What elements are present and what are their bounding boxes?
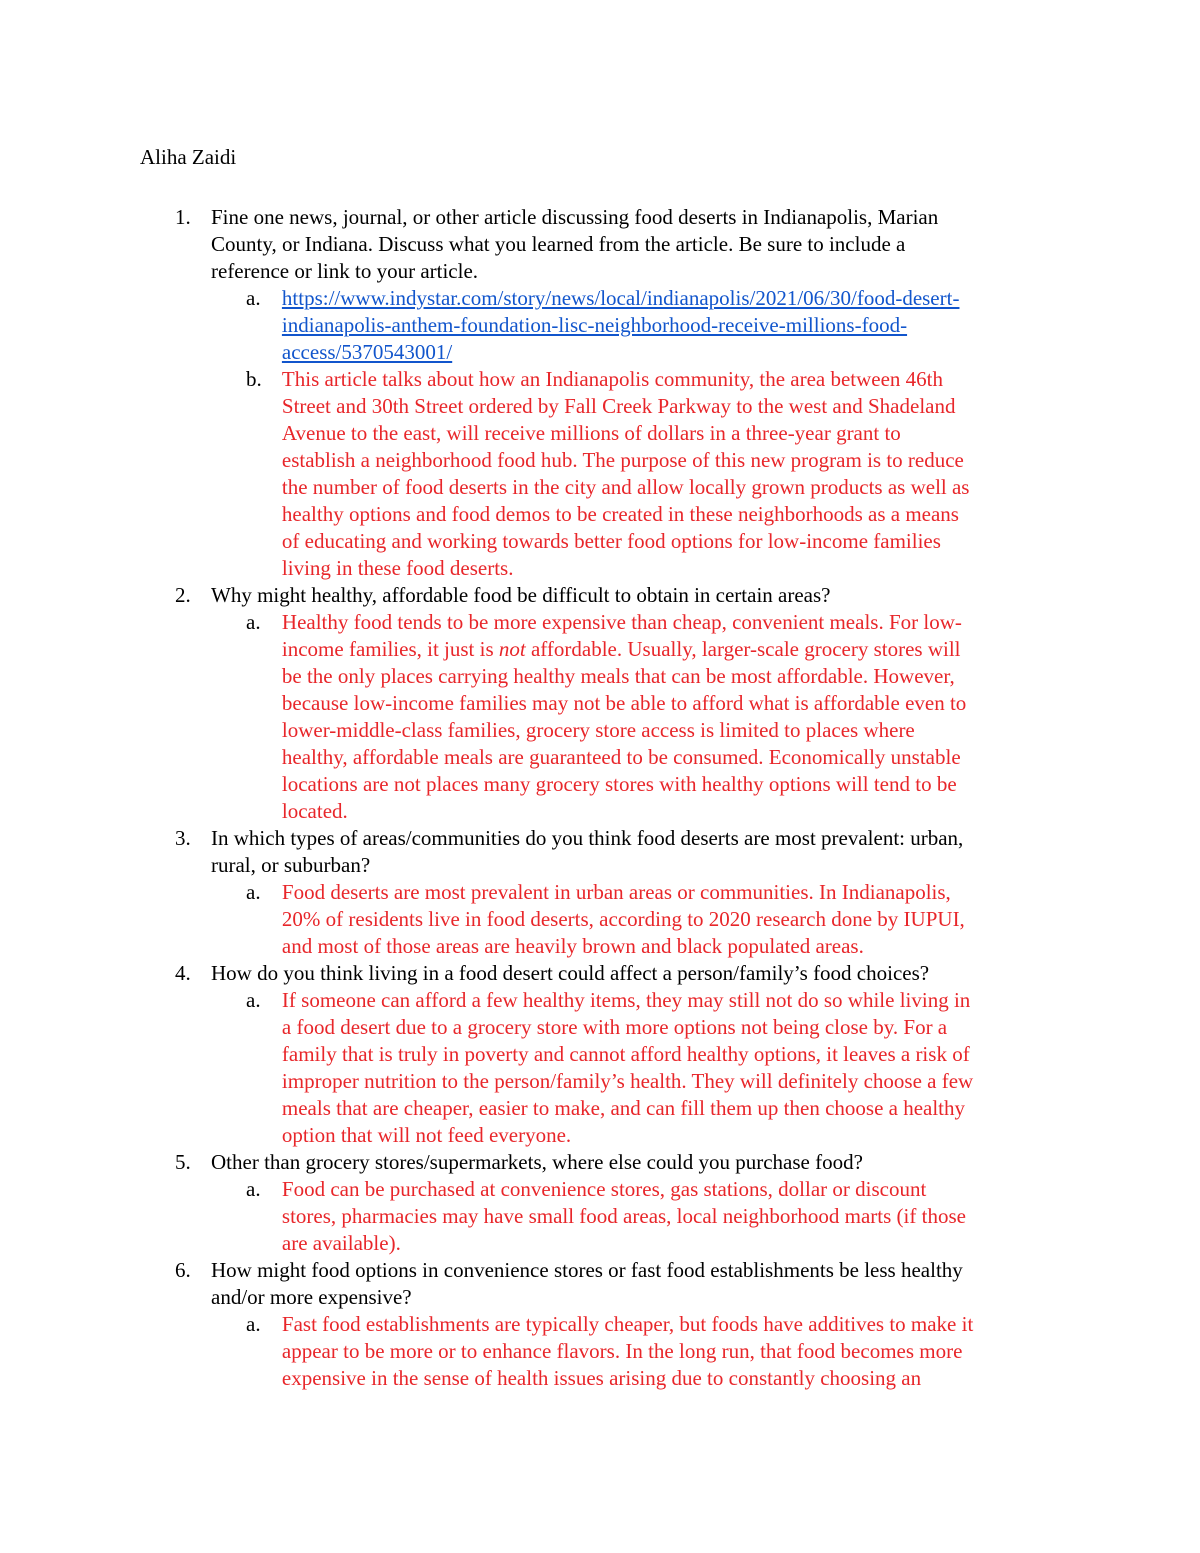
answer-text-line: improper nutrition to the person/family’s health. They will definitely choose a few xyxy=(281,1069,974,1093)
question-text-line: reference or link to your article. xyxy=(211,259,479,283)
answer-item xyxy=(140,987,1070,1149)
answer-text-line: income families, it just is not affordable. Usually, larger-scale grocery stores will xyxy=(281,637,961,661)
answer-text-line: Food can be purchased at convenience stores, gas stations, dollar or discount xyxy=(281,1177,927,1201)
answer-text xyxy=(282,366,1070,582)
answer-text-line: lower-middle-class families, grocery store access is limited to places where xyxy=(281,718,915,742)
question-text xyxy=(211,1149,1066,1176)
question-text-line: Other than grocery stores/supermarkets, where else could you purchase food? xyxy=(211,1150,863,1174)
question-text-line: Fine one news, journal, or other article discussing food deserts in Indianapolis, Marian xyxy=(211,205,939,229)
answer-letter: a. xyxy=(246,1177,261,1201)
answer-item xyxy=(140,609,1070,825)
answer-text-line: appear to be more or to enhance flavors. In the long run, that food becomes more xyxy=(281,1339,963,1363)
question-text-line: How do you think living in a food desert could affect a person/family’s food choices? xyxy=(211,961,930,985)
question-text-line: County, or Indiana. Discuss what you learned from the article. Be sure to include a xyxy=(211,232,906,256)
answer-text-line: Avenue to the east, will receive millions of dollars in a three-year grant to xyxy=(281,421,901,445)
answer-text-line: Food deserts are most prevalent in urban areas or communities. In Indianapolis, xyxy=(281,880,951,904)
question-text-line: rural, or suburban? xyxy=(211,853,371,877)
question-text-line: Why might healthy, affordable food be difficult to obtain in certain areas? xyxy=(211,583,831,607)
answer-text-line: a food desert due to a grocery store with more options not being close by. For a xyxy=(281,1015,948,1039)
answer-item xyxy=(140,1311,1070,1392)
question-text xyxy=(211,960,1066,987)
question-number xyxy=(140,1257,211,1311)
answer-text-line: and most of those areas are heavily brown and black populated areas. xyxy=(281,934,864,958)
answer-letter: a. xyxy=(246,880,261,904)
article-link-line[interactable]: indianapolis-anthem-foundation-lisc-neighborhood-receive-millions-food- xyxy=(281,313,908,337)
answer-text-line: family that is truly in poverty and cannot afford healthy options, it leaves a risk of xyxy=(281,1042,970,1066)
answer-text-line: the number of food deserts in the city and allow locally grown products as well as xyxy=(281,475,970,499)
answer-item xyxy=(140,366,1070,582)
question-text-line: How might food options in convenience stores or fast food establishments be less healthy xyxy=(211,1258,963,1282)
question-text xyxy=(211,582,1066,609)
answer-text-line: Healthy food tends to be more expensive than cheap, convenient meals. For low- xyxy=(281,610,962,634)
answer-text-line: healthy options and food demos to be created in these neighborhoods as a means xyxy=(281,502,959,526)
answer-text-line: located. xyxy=(281,799,348,823)
question-item xyxy=(140,204,1070,285)
answer-text-line: meals that are cheaper, easier to make, and can fill them up then choose a healthy xyxy=(281,1096,966,1120)
answer-text-line: option that will not feed everyone. xyxy=(281,1123,572,1147)
answer-item xyxy=(140,1176,1070,1257)
answer-text-line: This article talks about how an Indianapolis community, the area between 46th xyxy=(281,367,944,391)
article-link-line[interactable]: https://www.indystar.com/story/news/local/indianapolis/2021/06/30/food-desert- xyxy=(281,286,960,310)
answer-item xyxy=(140,879,1070,960)
answer-text xyxy=(282,609,1070,825)
question-number-label: 2. xyxy=(175,583,191,607)
answer-letter: a. xyxy=(246,610,261,634)
question-number xyxy=(140,1149,211,1176)
answer-text xyxy=(282,1176,1070,1257)
answer-text-line: because low-income families may not be able to afford what is affordable even to xyxy=(281,691,967,715)
answer-text-line: establish a neighborhood food hub. The purpose of this new program is to reduce xyxy=(281,448,964,472)
question-text xyxy=(211,825,1066,879)
answer-text xyxy=(282,987,1070,1149)
article-link[interactable] xyxy=(282,285,1070,366)
question-text xyxy=(211,1257,1066,1311)
answer-letter: a. xyxy=(246,1312,261,1336)
article-link-line[interactable]: access/5370543001/ xyxy=(281,340,453,364)
answer-text-line: be the only places carrying healthy meals that can be most affordable. However, xyxy=(281,664,955,688)
answer-text-line: stores, pharmacies may have small food areas, local neighborhood marts (if those xyxy=(281,1204,966,1228)
question-number-label: 1. xyxy=(175,205,191,229)
question-number-label: 3. xyxy=(175,826,191,850)
answer-text-line: locations are not places many grocery stores with healthy options will tend to be xyxy=(281,772,957,796)
question-number xyxy=(140,582,211,609)
answer-letter: a. xyxy=(246,286,261,310)
answer-text-line: Fast food establishments are typically cheaper, but foods have additives to make it xyxy=(281,1312,974,1336)
question-number-label: 5. xyxy=(175,1150,191,1174)
question-number xyxy=(140,960,211,987)
answer-text-line: expensive in the sense of health issues arising due to constantly choosing an xyxy=(281,1366,922,1390)
answer-text-line: 20% of residents live in food deserts, according to 2020 research done by IUPUI, xyxy=(281,907,965,931)
question-number xyxy=(140,825,211,879)
question-number-label: 6. xyxy=(175,1258,191,1282)
question-number-label: 4. xyxy=(175,961,191,985)
answer-text xyxy=(282,879,1070,960)
question-item xyxy=(140,582,1070,609)
question-number xyxy=(140,204,211,285)
answer-letter: b. xyxy=(246,367,262,391)
question-list xyxy=(140,204,1070,1392)
question-text-line: and/or more expensive? xyxy=(211,1285,412,1309)
answer-text-line: Street and 30th Street ordered by Fall Creek Parkway to the west and Shadeland xyxy=(281,394,956,418)
answer-text-line: If someone can afford a few healthy items, they may still not do so while living in xyxy=(281,988,971,1012)
answer-text-line: living in these food deserts. xyxy=(281,556,514,580)
author-name: Aliha Zaidi xyxy=(140,145,237,169)
answer-text-line: healthy, affordable meals are guaranteed to be consumed. Economically unstable xyxy=(281,745,961,769)
question-item xyxy=(140,1149,1070,1176)
question-item xyxy=(140,825,1070,879)
question-item xyxy=(140,1257,1070,1311)
answer-text-line: of educating and working towards better food options for low-income families xyxy=(281,529,941,553)
question-text xyxy=(211,204,1066,285)
answer-text xyxy=(282,1311,1070,1392)
reference-link-item xyxy=(140,285,1070,366)
answer-letter: a. xyxy=(246,988,261,1012)
answer-text-line: are available). xyxy=(281,1231,401,1255)
question-text-line: In which types of areas/communities do you think food deserts are most prevalent: urban, xyxy=(211,826,964,850)
question-item xyxy=(140,960,1070,987)
